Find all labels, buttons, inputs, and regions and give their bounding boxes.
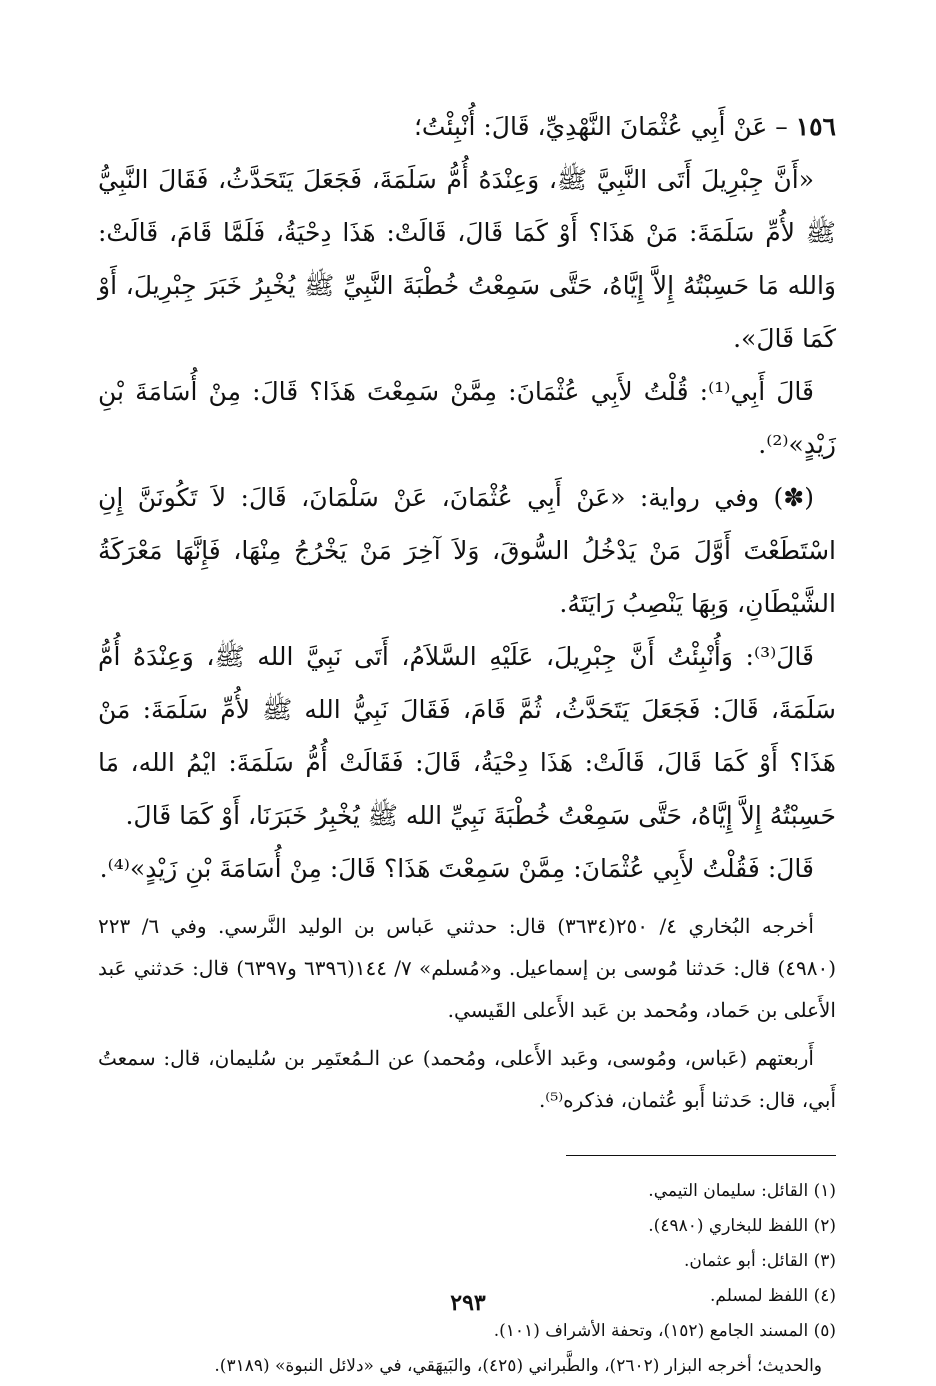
hadith-paragraph: قَالَ: فَقُلْتُ لأَبِي عُثْمَانَ: مِمَّنْ سَمِعْتَ هَذَا؟ قَالَ: مِنْ أُسَامَةَ بْنِ زَيْدٍ»⁽⁴⁾. [99,854,814,883]
footnote-divider [566,1155,836,1156]
hadith-paragraph: قَالَ⁽³⁾: وَأُنْبِئْتُ أَنَّ جِبْرِيلَ، عَلَيْهِ السَّلاَمُ، أَتَى نَبِيَّ الله ﷺ، وَعِنْدَهُ أُمُّ سَلَمَةَ، قَالَ: فَجَعَلَ يَتَحَدَّثُ، ثُمَّ قَامَ، فَقَالَ نَبِيُّ الله ﷺ لأُمِّ سَلَمَةَ: مَنْ هَذَا؟ أَوْ كَمَا قَالَ، قَالَتْ: هَذَا دِحْيَةُ، قَالَ: فَقَالَتْ أُمُّ سَلَمَةَ: ايْمُ الله، مَا حَسِبْتُهُ إِلاَّ إِيَّاهُ، حَتَّى سَمِعْتُ خُطْبَةَ نَبِيِّ الله ﷺ يُخْبِرُ خَبَرَنَا، أَوْ كَمَا قَالَ. [98,642,836,830]
footnote-item: (٥) المسند الجامع (١٥٢)، وتحفة الأشراف (١٠١). [493,1321,836,1341]
footnote-extra-note: والحديث؛ أخرجه البزار (٢٦٠٢)، والطَّبراني (٤٢٥)، والبَيهَقي، في «دلائل النبوة» (٣١٨٩). [214,1356,822,1376]
footnotes-list [98,1174,836,1349]
hadith-paragraph: (✽) وفي رواية: «عَنْ أَبِي عُثْمَانَ، عَنْ سَلْمَانَ، قَالَ: لاَ تَكُونَنَّ إِنِ اسْتَطَعْتَ أَوَّلَ مَنْ يَدْخُلُ السُّوقَ، وَلاَ آخِرَ مَنْ يَخْرُجُ مِنْهَا، فَإِنَّهَا مَعْرَكَةُ الشَّيْطَانِ، وَبِهَا يَنْصِبُ رَايَتَهُ. [98,483,836,618]
footnote-item: (١) القائل: سليمان التيمي. [648,1181,836,1201]
hadith-heading [98,100,836,153]
hadith-number: ١٥٦ [795,112,836,141]
footnote-item: (٢) اللفظ للبخاري (٤٩٨٠). [648,1216,836,1236]
hadith-paragraph: قَالَ أَبِي⁽¹⁾: قُلْتُ لأَبِي عُثْمَانَ: مِمَّنْ سَمِعْتَ هَذَا؟ قَالَ: مِنْ أُسَامَةَ بْنِ زَيْدٍ»⁽²⁾. [98,377,836,459]
footnote-item: (٣) القائل: أبو عثمان. [683,1251,836,1271]
hadith-body [98,153,836,895]
page-number: ٢٩٣ [450,1290,486,1316]
takhrij-paragraph: أخرجه البُخاري ٤/ ٢٥٠(٣٦٣٤) قال: حدثني عَباس بن الوليد النَّرسي. وفي ٦/ ٢٢٣ (٤٩٨٠) قال: حَدثنا مُوسى بن إسماعيل. و«مُسلم» ٧/ ١٤٤(٦٣٩٦ و٦٣٩٧) قال: حَدثني عَبد الأَعلى بن حَماد، ومُحمد بن عَبد الأَعلى القَيسي. [98,914,836,1022]
takhrij-paragraph: أَربعتهم (عَباس، ومُوسى، وعَبد الأَعلى، ومُحمد) عن الـمُعتَمِر بن سُليمان، قال: سمعتُ أَبي، قال: حَدثنا أَبو عُثمان، فذكره⁽⁵⁾. [98,1046,836,1112]
hadith-heading-text: – عَنْ أَبِي عُثْمَانَ النَّهْدِيِّ، قَالَ: أُنْبِئْتُ؛ [413,112,788,141]
footnote-item: (٤) اللفظ لمسلم. [709,1286,836,1306]
hadith-paragraph: «أَنَّ جِبْرِيلَ أَتَى النَّبِيَّ ﷺ، وَعِنْدَهُ أُمُّ سَلَمَةَ، فَجَعَلَ يَتَحَدَّثُ، فَقَالَ النَّبِيُّ ﷺ لأُمِّ سَلَمَةَ: مَنْ هَذَا؟ أَوْ كَمَا قَالَ، قَالَتْ: هَذَا دِحْيَةُ، فَلَمَّا قَامَ، قَالَتْ: وَالله مَا حَسِبْتُهُ إِلاَّ إِيَّاهُ، حَتَّى سَمِعْتُ خُطْبَةَ النَّبِيِّ ﷺ يُخْبِرُ خَبَرَ جِبْرِيلَ، أَوْ كَمَا قَالَ». [98,165,836,353]
takhrij-section [98,905,836,1121]
